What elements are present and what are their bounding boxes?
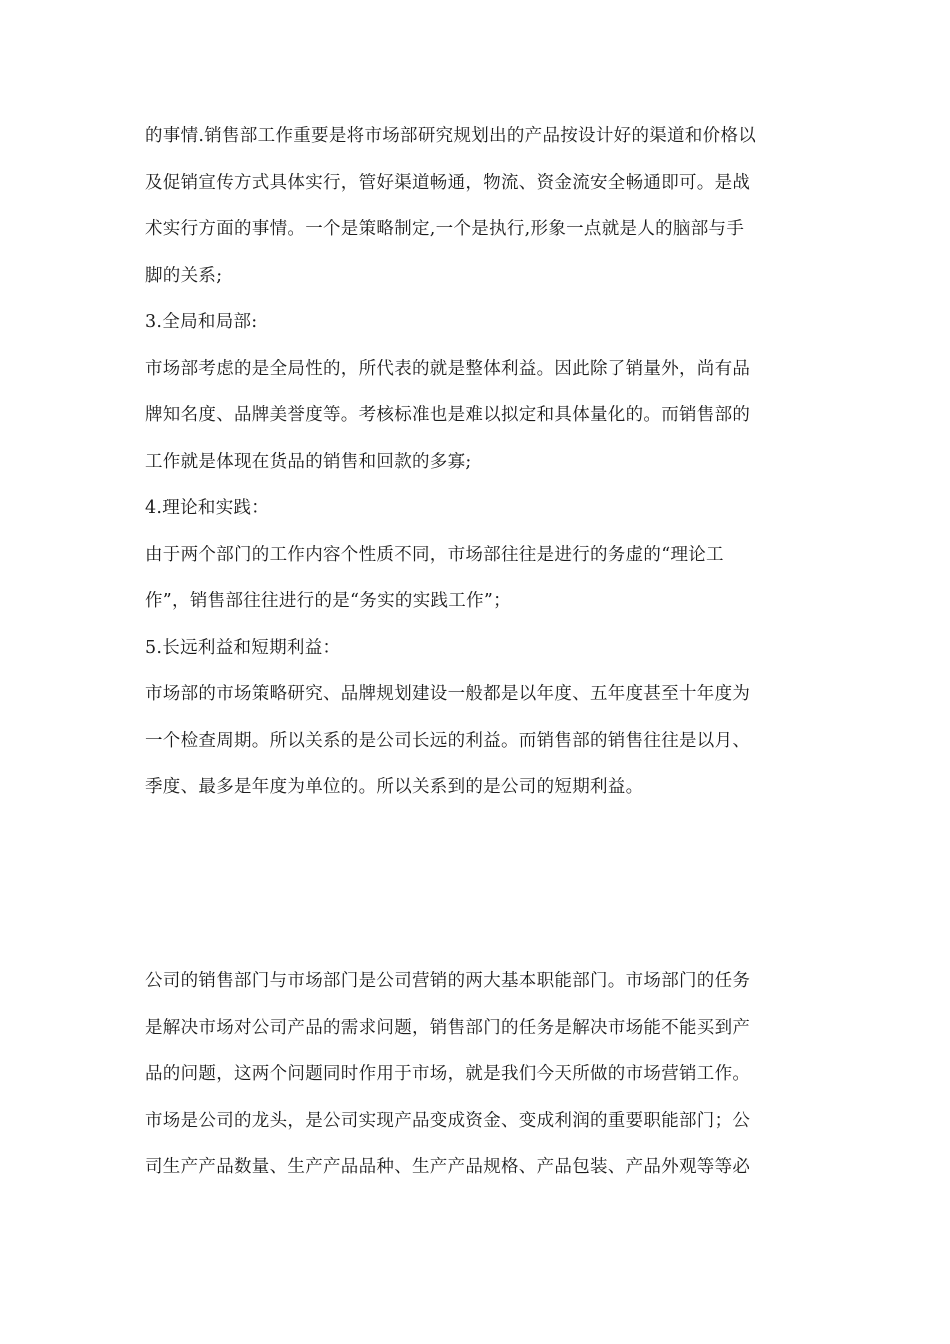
section-heading: 4.理论和实践： — [145, 498, 270, 518]
section-heading: 5.长远利益和短期利益： — [145, 637, 341, 658]
paragraph-line: 季度、最多是年度为单位的。所以关系到的是公司的短期利益。 — [145, 777, 644, 797]
paragraph-line: 及促销宣传方式具体实行，管好渠道畅通，物流、资金流安全畅通即可。是战 — [145, 172, 751, 193]
paragraph-line: 作”，销售部往往进行的是“务实的实践工作”； — [145, 591, 511, 611]
paragraph-line: 公司的销售部门与市场部门是公司营销的两大基本职能部门。市场部门的任务 — [145, 971, 751, 991]
paragraph-line: 品的问题，这两个问题同时作用于市场，就是我们今天所做的市场营销工作。 — [145, 1064, 751, 1084]
paragraph-line: 是解决市场对公司产品的需求问题，销售部门的任务是解决市场能不能买到产 — [145, 1017, 751, 1038]
paragraph-line: 脚的关系; — [145, 265, 223, 286]
paragraph-line: 术实行方面的事情。一个是策略制定,一个是执行,形象一点就是人的脑部与手 — [145, 219, 745, 239]
paragraph-line: 由于两个部门的工作内容个性质不同，市场部往往是进行的务虚的“理论工 — [145, 544, 724, 565]
paragraph-line: 一个检查周期。所以关系的是公司长远的利益。而销售部的销售往往是以月、 — [145, 730, 751, 751]
section-heading: 3.全局和局部: — [145, 312, 258, 332]
paragraph-line: 的事情.销售部工作重要是将市场部研究规划出的产品按设计好的渠道和价格以 — [145, 126, 757, 146]
paragraph-line: 牌知名度、品牌美誉度等。考核标准也是难以拟定和具体量化的。而销售部的 — [145, 405, 751, 425]
paragraph-line: 市场部的市场策略研究、品牌规划建设一般都是以年度、五年度甚至十年度为 — [145, 684, 751, 704]
paragraph-line: 市场是公司的龙头，是公司实现产品变成资金、变成利润的重要职能部门；公 — [145, 1110, 751, 1131]
text-block-comparison — [145, 113, 810, 811]
paragraph-line: 司生产产品数量、生产产品品种、生产产品规格、产品包装、产品外观等等必 — [145, 1157, 751, 1177]
paragraph-line: 市场部考虑的是全局性的，所代表的就是整体利益。因此除了销量外，尚有品 — [145, 358, 751, 379]
paragraph-line: 工作就是体现在货品的销售和回款的多寡; — [145, 451, 472, 472]
text-block-departments — [145, 958, 810, 1191]
